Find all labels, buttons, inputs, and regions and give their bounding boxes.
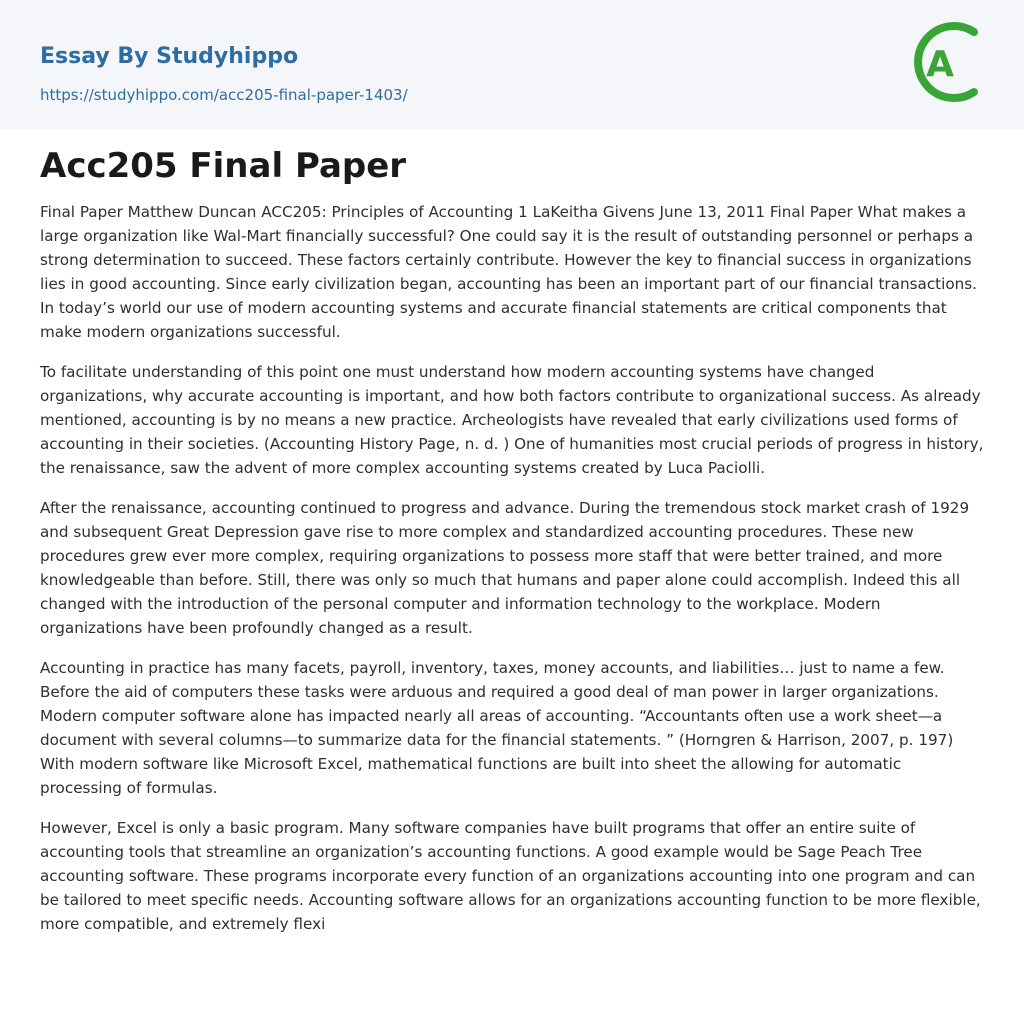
paragraph-5: However, Excel is only a basic program. Many software companies have built programs that offer an entire suite of accounting tools that streamline an organization’s accounting functions. A good example would be Sage Peach Tree accounting software. These programs incorporate every function of an organizations accounting into one program and can be tailored to meet specific needs. Accounting software allows for an organizations accounting function to be more flexible, more compatible, and extremely flexi [40,819,981,933]
article-body [0,130,1024,936]
logo-letter: A [926,44,954,85]
studyhippo-logo-icon[interactable] [912,18,986,106]
paragraph-3: After the renaissance, accounting continued to progress and advance. During the tremendous stock market crash of 1929 and subsequent Great Depression gave rise to more complex and standardized accounting procedures. These new procedures grew ever more complex, requiring organizations to possess more staff that were better trained, and more knowledgeable than before. Still, there was only so much that humans and paper alone could accomplish. Indeed this all changed with the introduction of the personal computer and information technology to the workplace. Modern organizations have been profoundly changed as a result. [40,499,970,637]
site-header [0,0,1024,130]
paragraph-4: Accounting in practice has many facets, payroll, inventory, taxes, money accounts, and liabilities… just to name a few. Before the aid of computers these tasks were arduous and required a good deal of man power in larger organizations. Modern computer software alone has impacted nearly all areas of accounting. “Accountants often use a work sheet—a document with several columns—to summarize data for the financial statements. ” (Horngren & Harrison, 2007, p. 197) With modern software like Microsoft Excel, mathematical functions are built into sheet the allowing for automatic processing of formulas. [40,659,954,797]
paragraph-2: To facilitate understanding of this point one must understand how modern accounting systems have changed organizations, why accurate accounting is important, and how both factors contribute to organizational success. As already mentioned, accounting is by no means a new practice. Archeologists have revealed that early civilizations used forms of accounting in their societies. (Accounting History Page, n. d. ) One of humanities most crucial periods of progress in history, the renaissance, saw the advent of more complex accounting systems created by Luca Paciolli. [40,363,984,477]
page-url-link[interactable]: https://studyhippo.com/acc205-final-paper-1403/ [40,86,408,104]
page-title: Acc205 Final Paper [40,146,407,186]
paragraph-1: Final Paper Matthew Duncan ACC205: Principles of Accounting 1 LaKeitha Givens June 13, 2011 Final Paper What makes a large organization like Wal-Mart financially successful? One could say it is the result of outstanding personnel or perhaps a strong determination to succeed. These factors certainly contribute. However the key to financial success in organizations lies in good accounting. Since early civilization began, accounting has been an important part of our financial transactions. In today’s world our use of modern accounting systems and accurate financial statements are critical components that make modern organizations successful. [40,203,978,341]
brand-title[interactable]: Essay By Studyhippo [40,44,299,69]
